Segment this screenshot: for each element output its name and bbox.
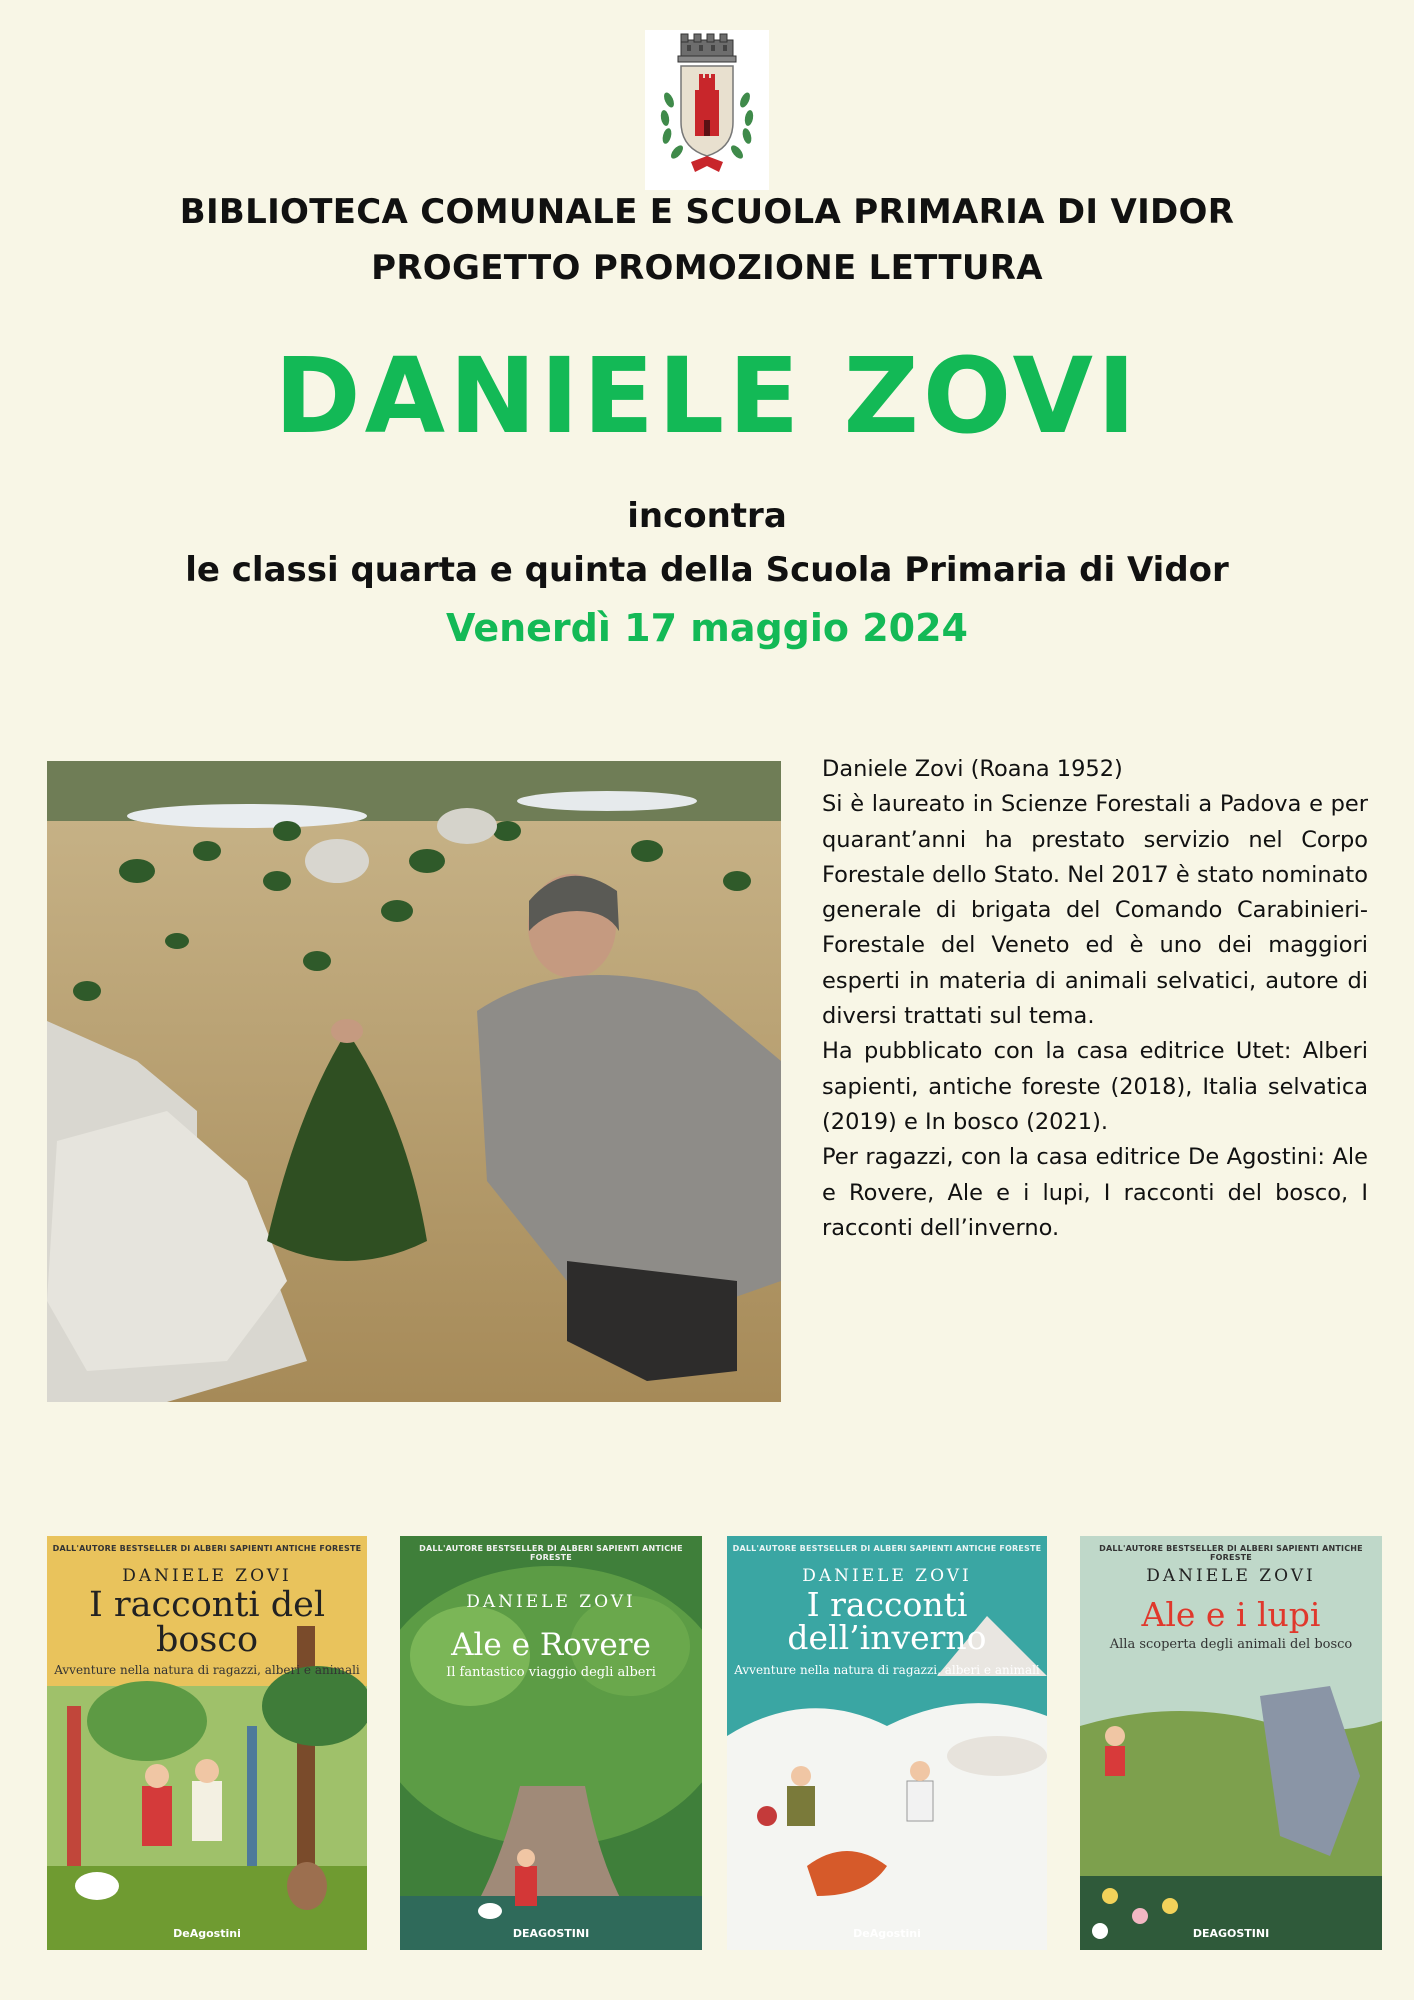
cover-title: I racconti dell’inverno	[787, 1585, 987, 1657]
coat-of-arms-icon	[645, 30, 769, 190]
event-date: Venerdì 17 maggio 2024	[446, 606, 968, 650]
bio-paragraph-2: Si è laureato in Scienze Forestali a Padova e per quarant’anni ha prestato servizio nel Corpo Forestale dello Stato. Nel 2017 è stato nominato generale di brigata del Comando Carabinieri-Forestale del Veneto ed è uno dei maggiori esperti in materia di animali selvatici, autore di diversi trattati sul tema.	[822, 791, 1368, 1030]
cover-author: DANIELE ZOVI	[122, 1566, 292, 1586]
bio-paragraph-4: Per ragazzi, con la casa editrice De Agostini: Ale e Rovere, Ale e i lupi, I racconti del bosco, I racconti dell’inverno.	[822, 1144, 1368, 1241]
cover-subtitle: Avventure nella natura di ragazzi, alberi e animali	[734, 1663, 1040, 1677]
cover-top-note: DALL'AUTORE BESTSELLER DI ALBERI SAPIENTI ANTICHE FORESTE	[732, 1544, 1042, 1553]
bio-paragraph-1: Daniele Zovi (Roana 1952)	[822, 756, 1123, 782]
cover-top-note: DALL'AUTORE BESTSELLER DI ALBERI SAPIENTI ANTICHE FORESTE	[419, 1544, 683, 1562]
cover-publisher: DEAGOSTINI	[1192, 1927, 1270, 1940]
cover-subtitle: Avventure nella natura di ragazzi, alberi e animali	[54, 1663, 360, 1677]
book-cover-racconti-del-bosco	[47, 1536, 367, 1950]
cover-author: DANIELE ZOVI	[802, 1566, 972, 1586]
author-photo	[47, 761, 781, 1402]
header-line-1: BIBLIOTECA COMUNALE E SCUOLA PRIMARIA DI VIDOR	[179, 192, 1235, 232]
cover-title: I racconti del bosco	[88, 1585, 326, 1660]
bio-paragraph-3: Ha pubblicato con la casa editrice Utet: Alberi sapienti, antiche foreste (2018), Italia selvatica (2019) e In bosco (2021).	[822, 1038, 1368, 1135]
cover-top-note: DALL'AUTORE BESTSELLER DI ALBERI SAPIENTI ANTICHE FORESTE	[1099, 1544, 1363, 1562]
book-cover-ale-e-rovere	[400, 1536, 702, 1950]
book-cover-ale-e-i-lupi	[1080, 1536, 1382, 1950]
event-verb: incontra	[627, 496, 787, 536]
cover-publisher: DeAgostini	[853, 1927, 921, 1940]
author-name-title: DANIELE ZOVI	[274, 335, 1140, 457]
cover-title: Ale e Rovere	[451, 1627, 651, 1663]
cover-top-note: DALL'AUTORE BESTSELLER DI ALBERI SAPIENTI ANTICHE FORESTE	[52, 1544, 362, 1553]
header-line-2: PROGETTO PROMOZIONE LETTURA	[371, 248, 1043, 288]
cover-author: DANIELE ZOVI	[466, 1592, 636, 1612]
book-cover-racconti-dell-inverno	[727, 1536, 1047, 1950]
cover-publisher: DEAGOSTINI	[512, 1927, 590, 1940]
cover-subtitle: Alla scoperta degli animali del bosco	[1109, 1637, 1353, 1652]
cover-author: DANIELE ZOVI	[1146, 1566, 1316, 1586]
author-biography	[822, 752, 1368, 1246]
cover-publisher: DeAgostini	[173, 1927, 241, 1940]
book-covers	[0, 1536, 1414, 1956]
cover-subtitle: Il fantastico viaggio degli alberi	[446, 1665, 656, 1680]
cover-title: Ale e i lupi	[1141, 1595, 1321, 1634]
event-audience: le classi quarta e quinta della Scuola Primaria di Vidor	[185, 550, 1229, 590]
